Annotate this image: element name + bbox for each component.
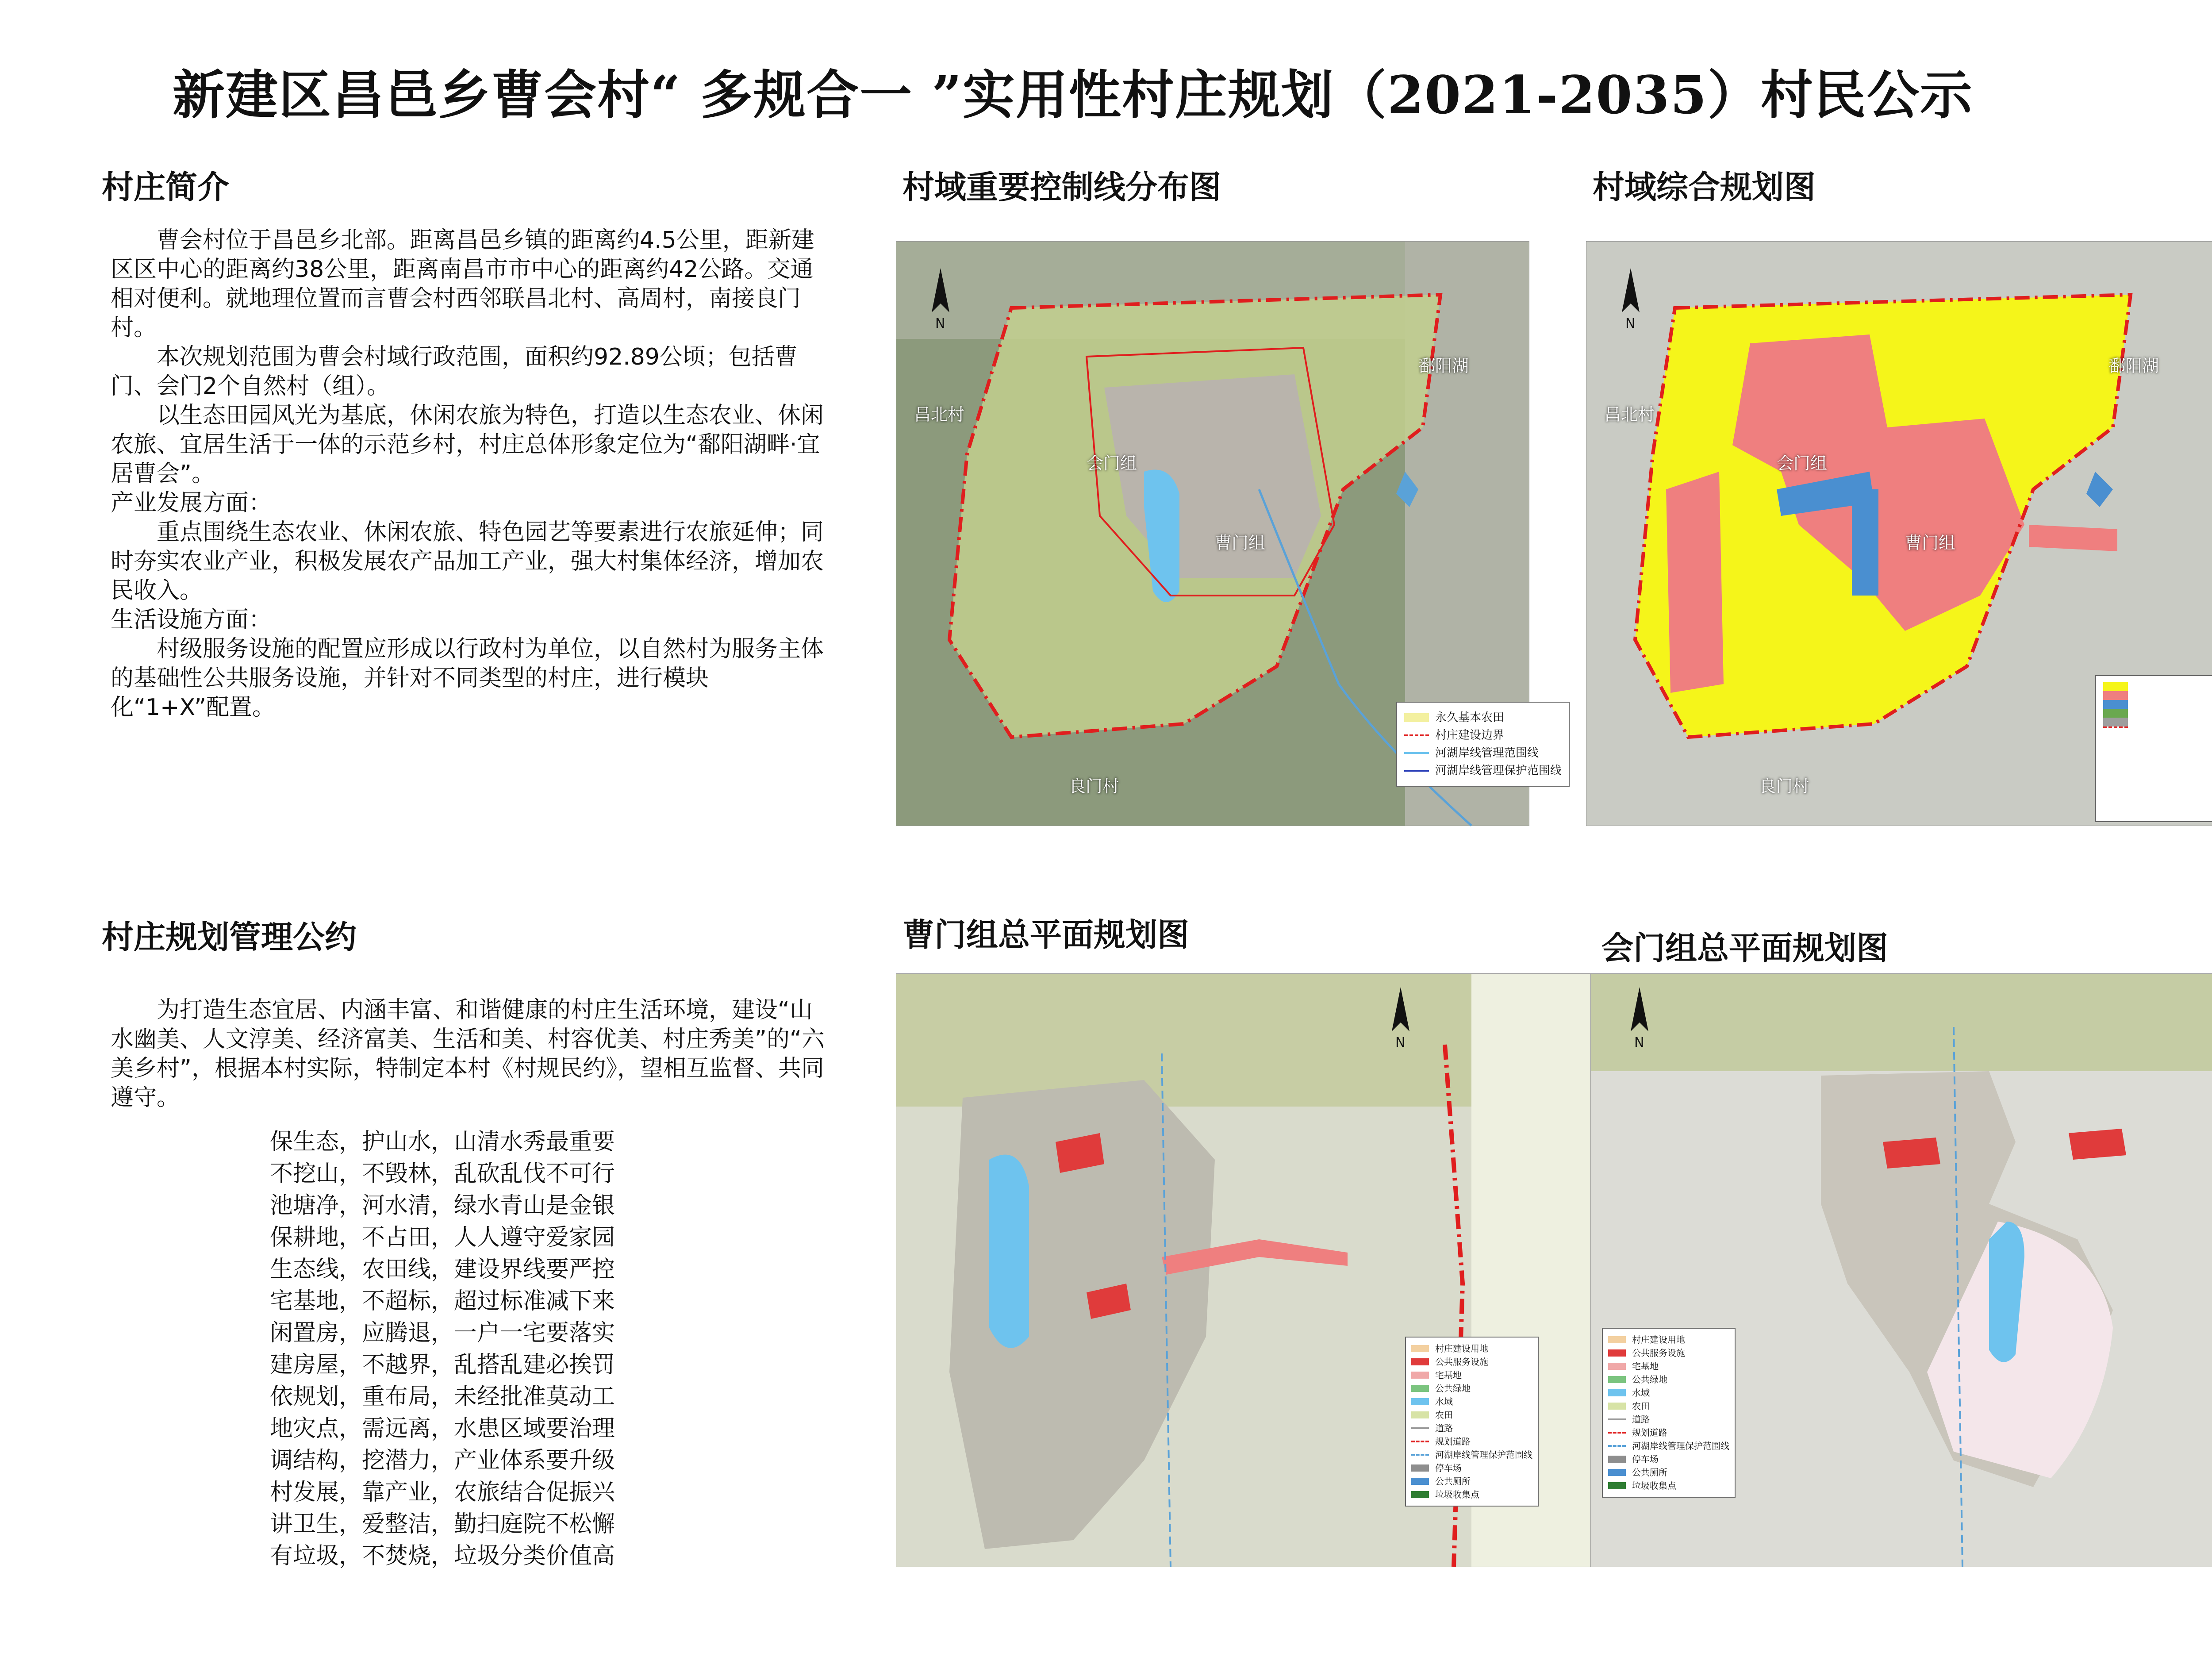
legend-item: 河湖岸线管理保护范围线: [1404, 762, 1562, 780]
land-map-heading: 村域综合规划图: [1593, 169, 1816, 206]
caomen-map-heading: 曹门组总平面规划图: [902, 916, 1190, 953]
map-label-caomen: 曹门组: [1215, 533, 1266, 553]
convention-line: 调结构，挖潜力，产业体系要升级: [270, 1447, 615, 1474]
convention-line: 建房屋，不越界，乱搭乱建必挨罚: [270, 1352, 615, 1378]
svg-text:N: N: [935, 316, 945, 331]
convention-line: 有垃圾，不焚烧，垃圾分类价值高: [270, 1543, 615, 1569]
map-label-south-village: 良门村: [1069, 776, 1120, 796]
convention-line: 保生态，护山水，山清水秀最重要: [270, 1129, 615, 1155]
convention-line: 村发展，靠产业，农旅结合促振兴: [270, 1479, 615, 1506]
north-arrow-icon: [1387, 987, 1414, 1049]
map-label-caomen: 曹门组: [1905, 533, 1956, 553]
convention-line: 讲卫生，爱整洁，勤扫庭院不松懈: [270, 1511, 615, 1537]
map-label-north-village: 昌北村: [1604, 405, 1655, 424]
control-lines-map: [896, 241, 1562, 826]
convention-line: 生态线，农田线，建设界线要严控: [270, 1256, 615, 1283]
legend-item: 河湖岸线管理范围线: [1404, 744, 1562, 762]
convention-line: 依规划，重布局，未经批准莫动工: [270, 1384, 615, 1410]
svg-text:N: N: [1634, 1035, 1644, 1050]
intro-para-2: 本次规划范围为曹会村域行政范围，面积约92.89公顷；包括曹门、会门2个自然村（组）。: [111, 344, 798, 400]
land-map-legend: [2095, 675, 2212, 822]
convention-line: 地灾点，需远离，水患区域要治理: [270, 1415, 615, 1442]
convention-line: 宅基地，不超标，超过标准减下来: [270, 1288, 615, 1315]
map-label-south-village: 良门村: [1759, 776, 1810, 796]
control-map-heading: 村域重要控制线分布图: [902, 169, 1221, 206]
intro-para-3: 以生态田园风光为基底，休闲农旅为特色，打造以生态农业、休闲农旅、宜居生活于一体的示范乡村，村庄总体形象定位为“鄱阳湖畔·宜居曹会”。: [111, 402, 824, 487]
north-arrow-icon: [927, 268, 954, 330]
intro-para-7: 村级服务设施的配置应形成以行政村为单位，以自然村为服务主体的基础性公共服务设施，并针对不同类型的村庄，进行模块化“1+X”配置。: [111, 636, 824, 721]
legend-item: 永久基本农田: [1404, 709, 1562, 726]
intro-para-1: 曹会村位于昌邑乡北部。距离昌邑乡镇的距离约4.5公里，距新建区区中心的距离约38公里，距离南昌市市中心的距离约42公路。交通相对便利。就地理位置而言曹会村西邻联昌北村、高周村，南接良门村。: [111, 227, 814, 341]
north-arrow-icon: [1626, 987, 1653, 1049]
convention-line: 池塘净，河水清，绿水青山是金银: [270, 1192, 615, 1219]
svg-text:N: N: [1625, 316, 1636, 331]
map-label-huimen: 会门组: [1777, 454, 1828, 473]
intro-heading: 村庄简介: [102, 169, 230, 206]
map-label-lake: 鄱阳湖: [1418, 356, 1469, 376]
convention-line: 不挖山，不毁林，乱砍乱伐不可行: [270, 1161, 615, 1187]
intro-para-4: 产业发展方面：: [111, 490, 272, 516]
convention-heading: 村庄规划管理公约: [102, 919, 357, 956]
svg-text:N: N: [1395, 1035, 1406, 1050]
caomen-map-legend: 村庄建设用地 公共服务设施 宅基地 公共绿地 水域 农田 道路 规划道路 河湖岸线管理保护范围线 停车场 公共厕所 垃圾收集点: [1405, 1337, 1539, 1507]
land-use-map: [1586, 241, 2212, 826]
legend-item: 村庄建设边界: [1404, 726, 1562, 744]
page-title: 新建区昌邑乡曹会村“ 多规合一 ”实用性村庄规划（2021-2035）村民公示: [173, 64, 1973, 126]
huimen-map-heading: 会门组总平面规划图: [1601, 930, 1889, 967]
map-label-lake: 鄱阳湖: [2108, 356, 2159, 376]
convention-line: 保耕地，不占田，人人遵守爱家园: [270, 1224, 615, 1251]
convention-verses: [270, 1126, 615, 1572]
intro-text: [111, 226, 827, 722]
map-label-huimen: 会门组: [1087, 454, 1137, 473]
caomen-plan-map: [896, 973, 1618, 1567]
control-map-legend: [1396, 702, 1570, 787]
convention-intro: [111, 996, 827, 1112]
map-label-north-village: 昌北村: [914, 405, 965, 424]
intro-para-5: 重点围绕生态农业、休闲农旅、特色园艺等要素进行农旅延伸；同时夯实农业产业，积极发展农产品加工产业，强大村集体经济，增加农民收入。: [111, 519, 824, 604]
huimen-plan-map: [1590, 973, 2212, 1567]
huimen-map-legend: 村庄建设用地 公共服务设施 宅基地 公共绿地 水域 农田 道路 规划道路 河湖岸线管理保护范围线 停车场 公共厕所 垃圾收集点: [1602, 1328, 1736, 1498]
north-arrow-icon: [1617, 268, 1644, 330]
convention-line: 闲置房，应腾退，一户一宅要落实: [270, 1320, 615, 1346]
intro-para-6: 生活设施方面：: [111, 607, 272, 633]
convention-intro-text: 为打造生态宜居、内涵丰富、和谐健康的村庄生活环境，建设“山水幽美、人文淳美、经济富美、生活和美、村容优美、村庄秀美”的“六美乡村”，根据本村实际，特制定本村《村规民约》，望相互监督、共同遵守。: [111, 997, 825, 1111]
